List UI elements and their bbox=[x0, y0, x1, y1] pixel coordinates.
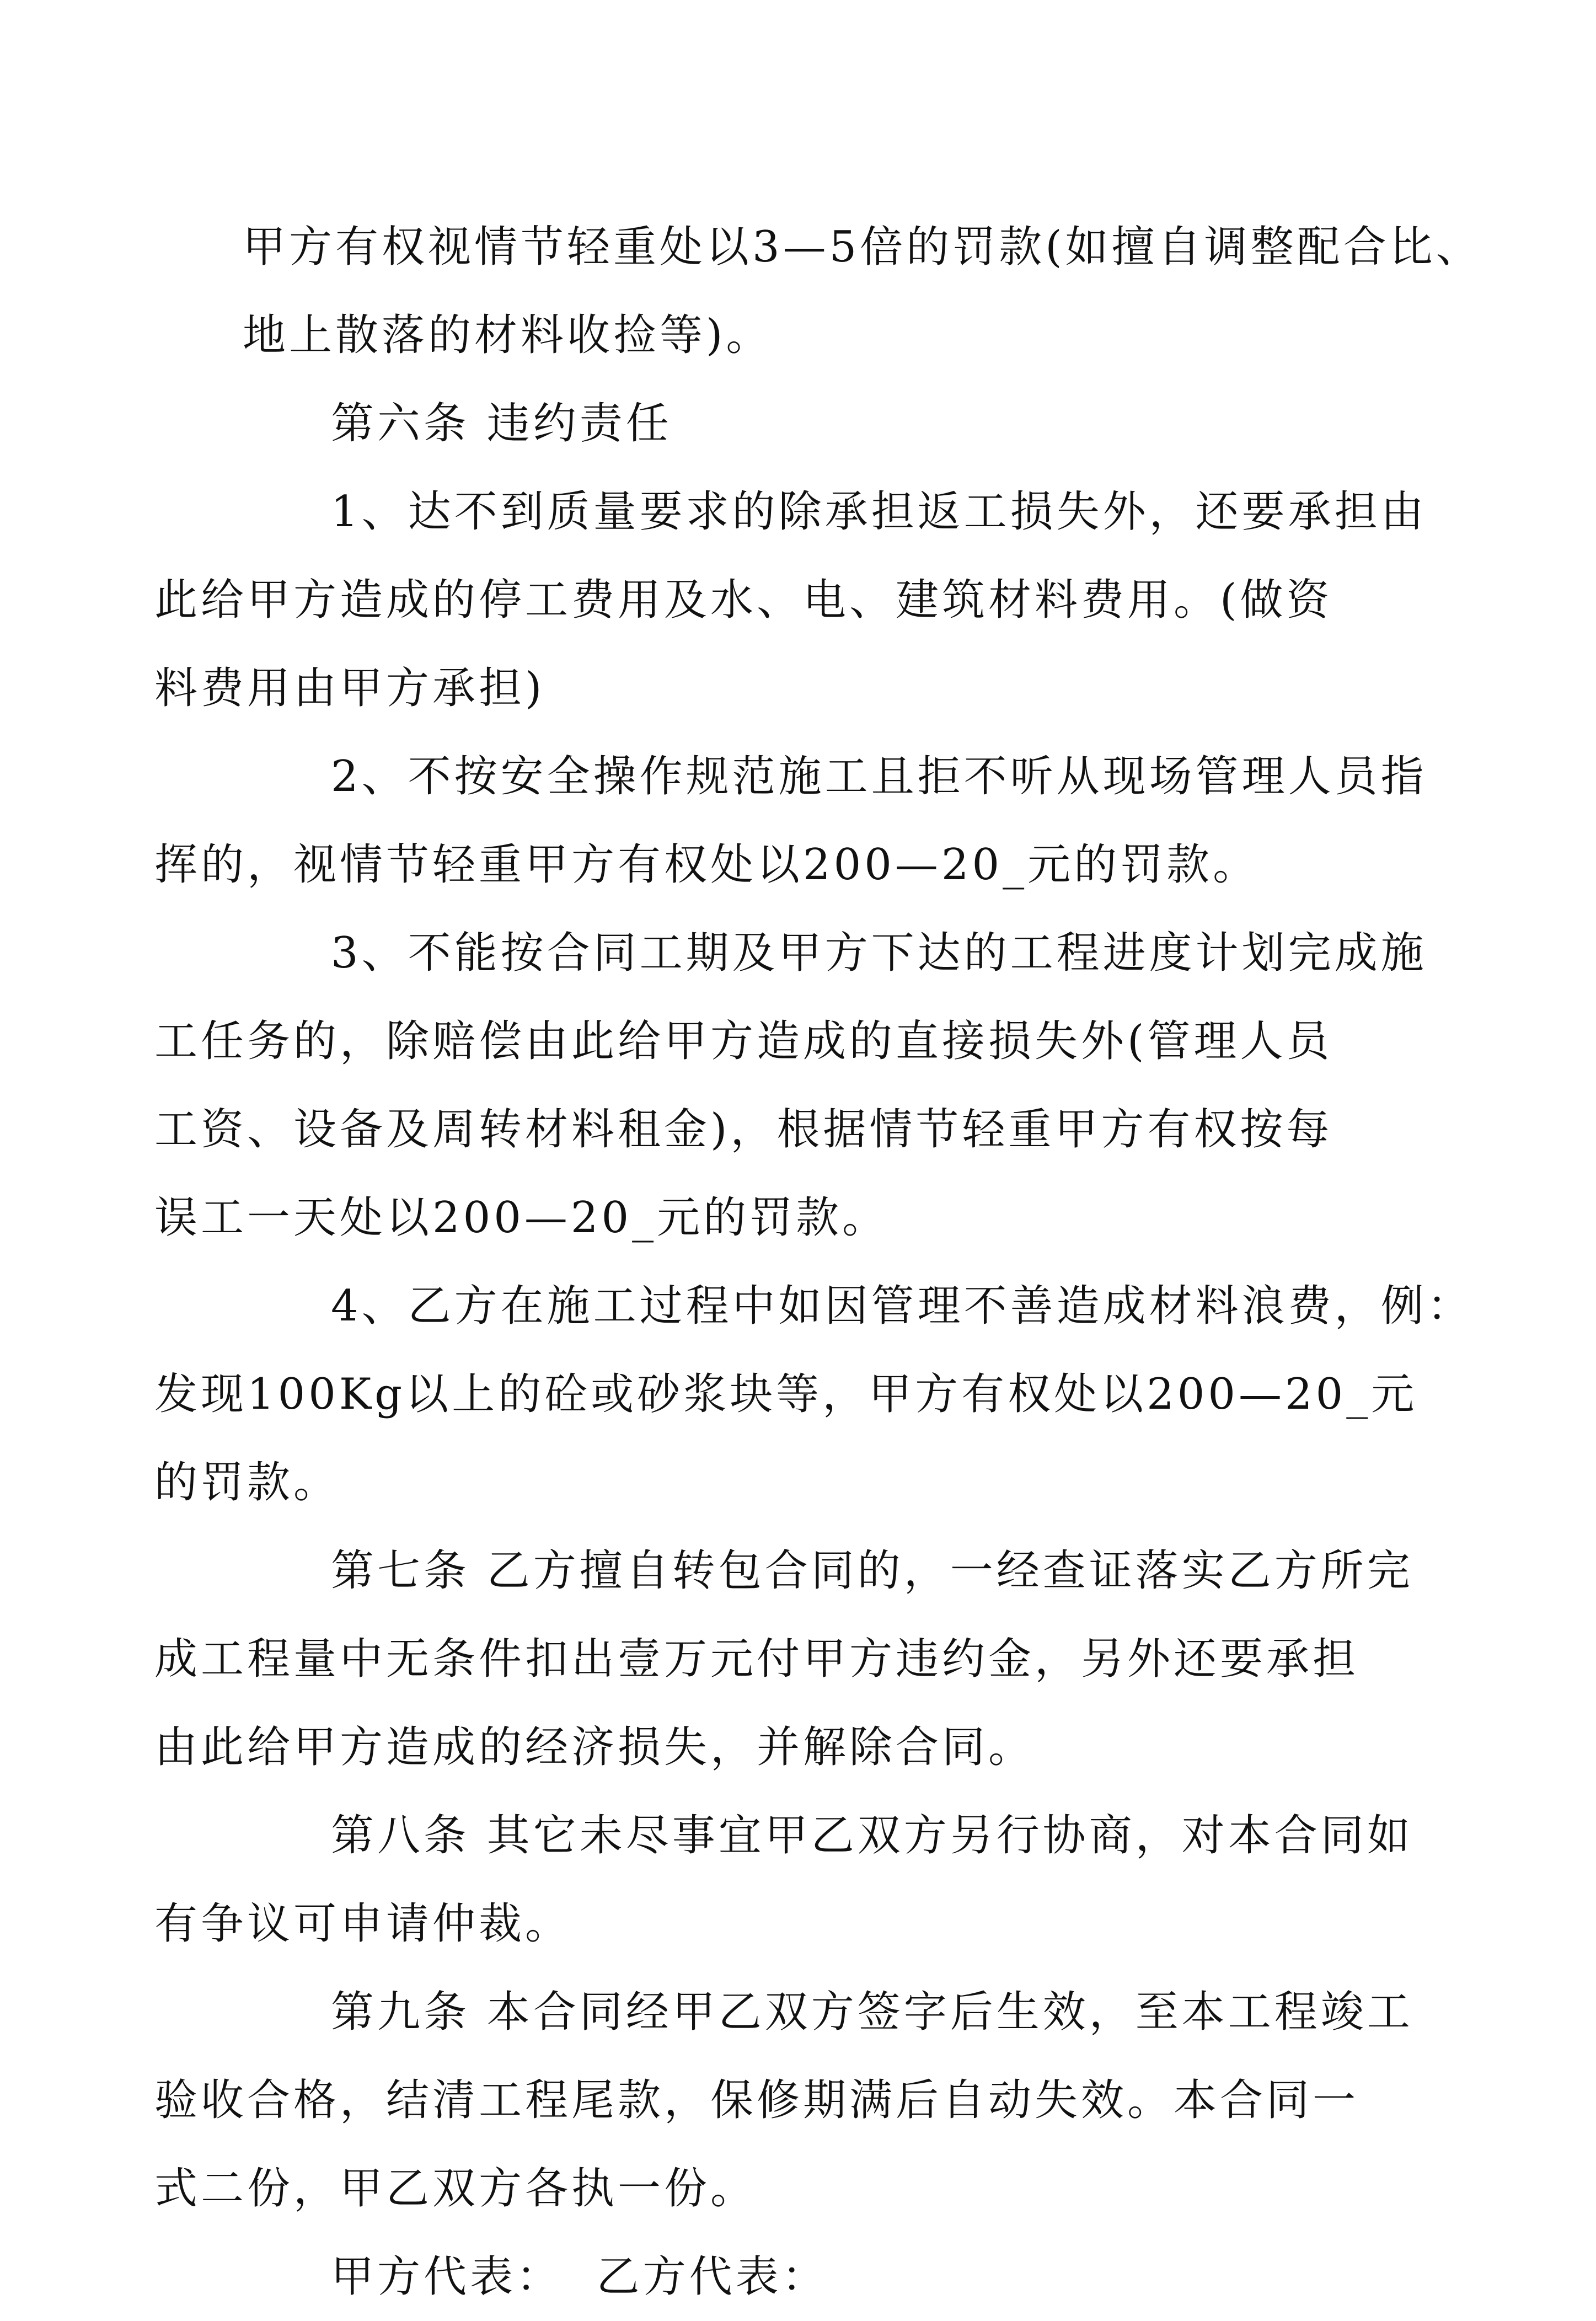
article-8 bbox=[154, 1791, 1413, 1968]
signature-line bbox=[243, 2233, 1401, 2321]
paragraph-penalty-continuation bbox=[243, 203, 1482, 379]
representatives-label: 甲方代表： 乙方代表： bbox=[331, 2252, 828, 2302]
text-line: 第七条 乙方擅自转包合同的，一经查证落实乙方所完 bbox=[331, 1546, 1413, 1596]
text-line: 1、达不到质量要求的除承担返工损失外，还要承担由 bbox=[331, 487, 1427, 537]
article-9 bbox=[154, 1968, 1413, 2233]
section-heading-article-6 bbox=[243, 379, 1401, 468]
text-line: 式二份，甲乙双方各执一份。 bbox=[154, 2164, 757, 2213]
text-line: 3、不能按合同工期及甲方下达的工程进度计划完成施 bbox=[331, 928, 1427, 978]
clause-4 bbox=[154, 1262, 1474, 1527]
clause-3 bbox=[154, 909, 1427, 1262]
clause-2 bbox=[154, 732, 1427, 909]
text-line: 由此给甲方造成的经济损失，并解除合同。 bbox=[154, 1723, 1035, 1772]
text-line: 此给甲方造成的停工费用及水、电、建筑材料费用。(做资 bbox=[154, 575, 1333, 625]
text-line: 成工程量中无条件扣出壹万元付甲方违约金，另外还要承担 bbox=[154, 1634, 1359, 1684]
text-line: 甲方有权视情节轻重处以3—5倍的罚款(如擅自调整配合比、 bbox=[243, 222, 1482, 272]
text-line: 发现100Kg以上的砼或砂浆块等，甲方有权处以200—20_元 bbox=[154, 1370, 1418, 1419]
text-line: 料费用由甲方承担) bbox=[154, 664, 545, 713]
text-line: 验收合格，结清工程尾款，保修期满后自动失效。本合同一 bbox=[154, 2076, 1359, 2125]
article-7 bbox=[154, 1527, 1413, 1791]
text-line: 第八条 其它未尽事宜甲乙双方另行协商，对本合同如 bbox=[331, 1811, 1413, 1860]
text-line: 2、不按安全操作规范施工且拒不听从现场管理人员指 bbox=[331, 752, 1427, 801]
text-line: 的罚款。 bbox=[154, 1458, 340, 1507]
text-line: 第九条 本合同经甲乙双方签字后生效，至本工程竣工 bbox=[331, 1987, 1413, 2037]
text-line: 第六条 违约责任 bbox=[331, 399, 672, 448]
text-line: 工任务的，除赔偿由此给甲方造成的直接损失外(管理人员 bbox=[154, 1017, 1333, 1066]
text-line: 地上散落的材料收捡等)。 bbox=[243, 311, 773, 360]
text-line: 有争议可申请仲裁。 bbox=[154, 1899, 572, 1949]
document-body bbox=[154, 203, 1482, 2321]
text-line: 4、乙方在施工过程中如因管理不善造成材料浪费，例： bbox=[331, 1281, 1474, 1331]
clause-1 bbox=[154, 468, 1427, 732]
text-line: 挥的，视情节轻重甲方有权处以200—20_元的罚款。 bbox=[154, 840, 1260, 890]
text-line: 工资、设备及周转材料租金)，根据情节轻重甲方有权按每 bbox=[154, 1105, 1333, 1154]
text-line: 误工一天处以200—20_元的罚款。 bbox=[154, 1193, 889, 1243]
